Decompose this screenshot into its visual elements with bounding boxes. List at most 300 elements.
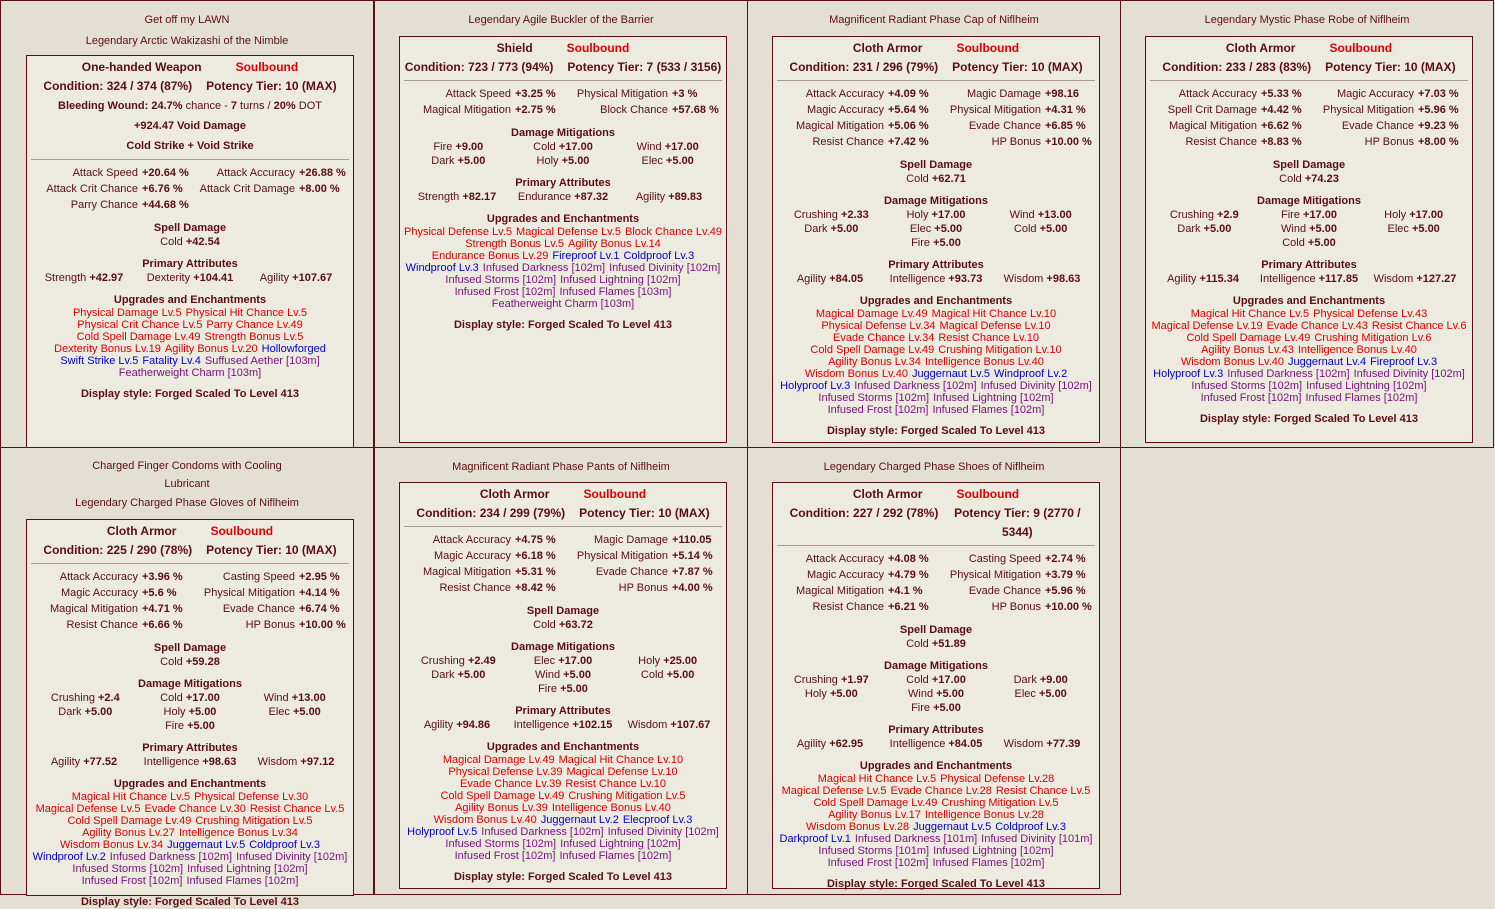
attributes-grid: [777, 737, 1095, 751]
mitigation-entry: [1152, 208, 1257, 222]
mitigation-label: Cold: [1282, 237, 1308, 249]
effect-part-v1: 24.7%: [151, 100, 183, 112]
upgrade-entry: Parry Chance Lv.49: [206, 319, 303, 331]
attribute-entry: [510, 190, 616, 204]
attribute-value: +115.34: [1199, 273, 1239, 285]
stat-value: +2.75 %: [515, 104, 556, 116]
stat-label: Magic Accuracy: [433, 550, 511, 562]
mitigation-label: Elec: [533, 655, 559, 667]
upgrade-entry: Coldproof Lv.3: [623, 250, 695, 262]
mitigation-label: Elec: [909, 223, 935, 235]
upgrade-entry: Agility Bonus Lv.17: [828, 809, 921, 821]
effect-part-pre: Bleeding Wound:: [58, 100, 152, 112]
attributes-heading: Primary Attributes: [142, 258, 238, 270]
mitigations-grid: [33, 691, 347, 733]
stat-label: Physical Mitigation: [949, 104, 1041, 116]
mitigation-label: Holy: [906, 209, 932, 221]
upgrade-entry: Physical Crit Chance Lv.5: [77, 319, 203, 331]
spell-damage-label: Cold: [1279, 173, 1305, 185]
attribute-entry: [137, 755, 243, 769]
upgrade-entry: Windproof Lv.2: [994, 368, 1068, 380]
mitigation-label: Dark: [58, 706, 85, 718]
attributes-heading: Primary Attributes: [888, 259, 984, 271]
upgrade-entry: Infused Flames [102m]: [1305, 392, 1418, 404]
attribute-label: Agility: [423, 719, 457, 731]
upgrade-row: [29, 851, 351, 863]
upgrade-entry: Infused Flames [102m]: [932, 857, 1045, 869]
upgrade-row: [402, 298, 724, 310]
attribute-value: +117.85: [1318, 273, 1359, 285]
upgrade-row: [402, 838, 724, 850]
mitigation-entry: [779, 208, 884, 222]
upgrade-row: [1148, 332, 1470, 344]
item-custom-name: Charged Finger Condoms with Cooling Lubricant: [92, 460, 282, 490]
mitigation-label: Cold: [640, 669, 667, 681]
upgrade-entry: Infused Storms [102m]: [445, 838, 557, 850]
attributes-grid: [31, 271, 349, 285]
potency-value: Potency Tier: 10 (MAX): [952, 60, 1083, 74]
stat-label: Evade Chance: [968, 120, 1041, 132]
mitigation-entry: [884, 208, 989, 222]
stat-label: Physical Mitigation: [576, 550, 668, 562]
upgrade-row: [775, 344, 1097, 356]
mitigation-value: +25.00: [663, 655, 698, 667]
upgrade-entry: Agility Bonus Lv.34: [828, 356, 921, 368]
upgrade-entry: Wisdom Bonus Lv.40: [1180, 356, 1284, 368]
spell-damage-value: +59.28: [185, 656, 220, 668]
mitigations-grid: [1152, 208, 1466, 250]
upgrade-entry: Crushing Mitigation Lv.10: [938, 344, 1062, 356]
upgrade-entry: Darkproof Lv.1: [779, 833, 851, 845]
upgrade-entry: Infused Lightning [102m]: [187, 863, 308, 875]
attribute-label: Agility: [1167, 273, 1200, 285]
upgrade-entry: Crushing Mitigation Lv.5: [568, 790, 686, 802]
item-card: [399, 36, 727, 443]
mitigation-entry: [884, 222, 989, 236]
mitigations-heading: Damage Mitigations: [138, 678, 242, 690]
spell-damage-heading: Spell Damage: [153, 222, 227, 234]
attribute-value: +77.52: [83, 756, 118, 768]
spell-damage-value: +63.72: [558, 619, 593, 631]
upgrade-entry: Suffused Aether [103m]: [204, 355, 320, 367]
mitigation-entry: [779, 222, 884, 236]
upgrade-entry: Juggernaut Lv.5: [913, 821, 992, 833]
upgrade-row: [1148, 344, 1470, 356]
stat-value: +5.6 %: [142, 587, 177, 599]
item-title-block: [748, 448, 1120, 478]
item-type: Shield: [496, 41, 533, 55]
item-card: [772, 482, 1100, 889]
mitigation-entry: [884, 673, 989, 687]
stat-label: Attack Speed: [72, 167, 138, 179]
attributes-heading: Primary Attributes: [888, 724, 984, 736]
mitigation-label: Fire: [911, 237, 934, 249]
attribute-value: +77.39: [1046, 738, 1081, 750]
attribute-value: +42.97: [89, 272, 124, 284]
mitigation-value: +5.00: [563, 669, 591, 681]
soulbound-label: Soulbound: [956, 41, 1020, 55]
separator: [31, 563, 349, 564]
attributes-grid: [404, 190, 722, 204]
upgrades-list: [402, 226, 724, 310]
separator: [404, 526, 722, 527]
upgrade-row: [402, 274, 724, 286]
upgrade-entry: Infused Lightning [102m]: [560, 274, 681, 286]
mitigation-entry: [1257, 222, 1362, 236]
effect-part-mid: chance -: [182, 100, 231, 112]
upgrade-row: [402, 826, 724, 838]
mitigation-label: Cold: [533, 141, 559, 153]
upgrade-entry: Strength Bonus Lv.5: [465, 238, 565, 250]
weapon-effect-line: [27, 96, 353, 116]
mitigation-label: Crushing: [793, 674, 841, 686]
item-name: Legendary Arctic Wakizashi of the Nimble: [85, 35, 289, 47]
mitigations-grid: [406, 654, 720, 696]
item-cell-2: [374, 0, 748, 448]
attribute-entry: [243, 271, 349, 285]
stat-label: Attack Crit Chance: [46, 183, 138, 195]
upgrade-entry: Intelligence Bonus Lv.28: [924, 809, 1044, 821]
upgrade-entry: Infused Storms [102m]: [1191, 380, 1303, 392]
upgrade-entry: Magical Defense Lv.10: [939, 320, 1051, 332]
stat-value: +6.62 %: [1261, 120, 1302, 132]
attribute-value: +107.67: [670, 719, 711, 731]
upgrade-row: [402, 814, 724, 826]
attribute-entry: [616, 718, 722, 732]
item-header: [773, 483, 1099, 504]
mitigation-entry: [406, 668, 511, 682]
attributes-grid: [404, 718, 722, 732]
item-cell-7: [747, 447, 1121, 895]
upgrade-entry: Infused Lightning [102m]: [933, 845, 1054, 857]
attribute-label: Intelligence: [889, 273, 949, 285]
mitigation-value: +5.00: [188, 706, 217, 718]
stat-label: Attack Accuracy: [59, 571, 138, 583]
upgrade-entry: Magical Hit Chance Lv.5: [1190, 308, 1310, 320]
mitigation-value: +5.00: [1411, 223, 1440, 235]
mitigation-entry: [511, 654, 616, 668]
upgrade-row: [775, 773, 1097, 785]
mitigation-value: +5.00: [665, 155, 694, 167]
mitigation-entry: [779, 687, 884, 701]
mitigation-entry: [138, 719, 243, 733]
soulbound-label: Soulbound: [583, 487, 647, 501]
mitigation-value: +17.00: [558, 141, 593, 153]
upgrade-entry: Resist Chance Lv.5: [995, 785, 1091, 797]
item-type: Cloth Armor: [852, 487, 923, 501]
stat-value: +7.42 %: [888, 136, 929, 148]
mitigation-entry: [511, 682, 616, 696]
potency-value: Potency Tier: 10 (MAX): [1325, 60, 1456, 74]
attribute-label: Endurance: [517, 191, 575, 203]
mitigation-label: Cold: [160, 692, 186, 704]
spell-damage-row: [27, 655, 353, 669]
mitigation-value: +5.00: [829, 688, 858, 700]
stat-label: Spell Crit Damage: [1167, 104, 1257, 116]
upgrade-entry: Magical Hit Chance Lv.5: [71, 791, 191, 803]
attributes-heading: Primary Attributes: [142, 742, 238, 754]
stat-value: +4.79 %: [888, 569, 929, 581]
item-header: [400, 483, 726, 504]
mitigation-value: +9.00: [1039, 674, 1068, 686]
mitigation-label: Dark: [1177, 223, 1204, 235]
mitigation-label: Elec: [268, 706, 293, 718]
spell-damage-value: +42.54: [185, 236, 220, 248]
upgrades-heading: Upgrades and Enchantments: [113, 294, 267, 306]
upgrade-entry: Featherweight Charm [103m]: [491, 298, 635, 310]
item-name: Magnificent Radiant Phase Pants of Niflheim: [452, 461, 670, 473]
upgrade-row: [775, 845, 1097, 857]
effect-part-v2: 7: [230, 100, 237, 112]
upgrade-row: [775, 392, 1097, 404]
item-name: Legendary Mystic Phase Robe of Niflheim: [1204, 14, 1410, 26]
stat-value: +6.74 %: [299, 603, 340, 615]
upgrade-entry: Magical Defense Lv.5: [516, 226, 621, 238]
upgrade-entry: Juggernaut Lv.5: [911, 368, 991, 380]
upgrade-entry: Crushing Mitigation Lv.5: [195, 815, 313, 827]
mitigation-value: +2.49: [467, 655, 496, 667]
upgrade-entry: Intelligence Bonus Lv.40: [551, 802, 671, 814]
attribute-label: Intelligence: [143, 756, 203, 768]
upgrade-entry: Cold Spell Damage Lv.49: [813, 797, 938, 809]
attribute-value: +62.95: [829, 738, 864, 750]
stat-value: +7.87 %: [672, 566, 713, 578]
upgrade-entry: Wisdom Bonus Lv.34: [60, 839, 164, 851]
effect-part-mid2: turns /: [236, 100, 274, 112]
attributes-grid: [1150, 272, 1468, 286]
upgrade-entry: Fatality Lv.4: [142, 355, 201, 367]
spell-damage-row: [773, 172, 1099, 186]
item-name: Legendary Charged Phase Shoes of Niflheim: [823, 461, 1045, 473]
attribute-value: +82.17: [462, 191, 497, 203]
upgrade-entry: Physical Defense Lv.34: [821, 320, 936, 332]
upgrade-row: [402, 226, 724, 238]
item-header: [773, 37, 1099, 58]
stat-label: Magic Accuracy: [1336, 88, 1414, 100]
mitigation-label: Crushing: [793, 209, 841, 221]
potency-value: Potency Tier: 7 (533 / 3156): [567, 60, 722, 74]
upgrade-row: [1148, 356, 1470, 368]
item-header: [27, 56, 353, 77]
attribute-value: +89.83: [668, 191, 703, 203]
condition-row: [773, 504, 1099, 542]
upgrades-list: [29, 791, 351, 887]
condition-value: Condition: 225 / 290 (78%): [43, 543, 193, 557]
mitigation-label: Dark: [431, 155, 458, 167]
item-header: [400, 37, 726, 58]
mitigation-value: +5.00: [933, 702, 961, 714]
mitigation-entry: [615, 154, 720, 168]
upgrade-entry: Infused Divinity [102m]: [609, 262, 721, 274]
mitigation-label: Holy: [1384, 209, 1410, 221]
spell-damage-row: [27, 235, 353, 249]
upgrade-entry: Infused Lightning [102m]: [560, 838, 681, 850]
item-cell-6: [374, 447, 748, 895]
upgrade-entry: Resist Chance Lv.10: [938, 332, 1039, 344]
mitigation-label: Wind: [263, 692, 292, 704]
stat-value: +6.76 %: [142, 183, 183, 195]
mitigations-heading: Damage Mitigations: [1257, 195, 1361, 207]
attribute-entry: [137, 271, 243, 285]
upgrade-entry: Physical Damage Lv.5: [72, 307, 182, 319]
upgrade-entry: Magical Hit Chance Lv.10: [931, 308, 1057, 320]
mitigation-value: +9.00: [455, 141, 484, 153]
upgrade-entry: Evade Chance Lv.34: [833, 332, 935, 344]
upgrade-entry: Crushing Mitigation Lv.5: [941, 797, 1059, 809]
item-type: Cloth Armor: [106, 524, 177, 538]
stat-value: +6.21 %: [888, 601, 929, 613]
stat-label: Attack Accuracy: [1178, 88, 1257, 100]
attribute-label: Wisdom: [257, 756, 301, 768]
stat-value: +2.74 %: [1045, 553, 1086, 565]
mitigations-grid: [406, 140, 720, 168]
item-card: [26, 55, 354, 449]
attribute-label: Wisdom: [1373, 273, 1417, 285]
upgrade-entry: Wisdom Bonus Lv.40: [433, 814, 537, 826]
stat-value: +5.96 %: [1045, 585, 1086, 597]
mitigation-label: Cold: [1013, 223, 1040, 235]
upgrade-row: [775, 857, 1097, 869]
effect-part-v3: 20%: [273, 100, 296, 112]
stats-grid: [33, 165, 347, 213]
upgrade-row: [1148, 380, 1470, 392]
stat-value: +6.66 %: [142, 619, 183, 631]
upgrade-row: [775, 797, 1097, 809]
stat-label: Physical Mitigation: [1322, 104, 1414, 116]
mitigation-entry: [1257, 208, 1362, 222]
mitigation-entry: [884, 701, 989, 715]
potency-value: Potency Tier: 10 (MAX): [579, 506, 710, 520]
upgrade-entry: Magical Defense Lv.10: [566, 766, 678, 778]
item-header: [1146, 37, 1472, 58]
mitigation-label: Cold: [906, 674, 932, 686]
stat-label: Magical Mitigation: [795, 120, 884, 132]
upgrade-entry: Resist Chance Lv.6: [1371, 320, 1467, 332]
attribute-value: +98.63: [202, 756, 237, 768]
spell-damage-row: [400, 618, 726, 632]
attribute-value: +87.32: [574, 191, 609, 203]
upgrades-heading: Upgrades and Enchantments: [859, 760, 1013, 772]
mitigation-value: +5.00: [1307, 237, 1336, 249]
mitigation-value: +5.00: [292, 706, 321, 718]
upgrade-entry: Magical Defense Lv.5: [781, 785, 887, 797]
upgrades-list: [402, 754, 724, 862]
mitigation-entry: [1152, 236, 1257, 250]
stat-label: HP Bonus: [991, 136, 1041, 148]
attribute-label: Strength: [417, 191, 463, 203]
upgrade-row: [775, 368, 1097, 380]
weapon-effect-line: Cold Strike + Void Strike: [126, 140, 254, 152]
upgrade-entry: Magical Damage Lv.49: [442, 754, 555, 766]
mitigation-entry: [988, 222, 1093, 236]
upgrade-entry: Agility Bonus Lv.20: [164, 343, 258, 355]
mitigation-label: Fire: [911, 702, 934, 714]
stat-label: Block Chance: [600, 104, 668, 116]
upgrade-entry: Magical Hit Chance Lv.10: [558, 754, 684, 766]
upgrade-entry: Infused Darkness [102m]: [1227, 368, 1350, 380]
upgrades-heading: Upgrades and Enchantments: [859, 295, 1013, 307]
upgrade-entry: Agility Bonus Lv.14: [568, 238, 661, 250]
condition-row: [1146, 58, 1472, 77]
item-title-block: [375, 448, 747, 478]
display-style: Display style: Forged Scaled To Level 413: [80, 896, 300, 908]
upgrade-row: [775, 809, 1097, 821]
mitigations-heading: Damage Mitigations: [884, 660, 988, 672]
upgrade-row: [1148, 308, 1470, 320]
mitigation-entry: [138, 691, 243, 705]
mitigation-label: Wind: [535, 669, 564, 681]
item-type: Cloth Armor: [852, 41, 923, 55]
item-title-block: [1, 1, 373, 52]
mitigation-value: +17.00: [931, 209, 966, 221]
soulbound-label: Soulbound: [956, 487, 1020, 501]
upgrade-entry: Evade Chance Lv.28: [890, 785, 992, 797]
upgrade-entry: Infused Flames [102m]: [186, 875, 299, 887]
upgrade-row: [775, 320, 1097, 332]
upgrade-row: [29, 355, 351, 367]
mitigation-value: +17.00: [931, 674, 966, 686]
attribute-label: Intelligence: [1259, 273, 1319, 285]
stat-value: +10.00 %: [299, 619, 346, 631]
mitigation-entry: [988, 687, 1093, 701]
upgrade-row: [402, 754, 724, 766]
stats-grid: [406, 86, 720, 118]
stat-value: +3.25 %: [515, 88, 556, 100]
mitigation-label: Holy: [163, 706, 189, 718]
attribute-label: Intelligence: [513, 719, 573, 731]
stat-label: Attack Accuracy: [432, 534, 511, 546]
attribute-value: +97.12: [300, 756, 335, 768]
upgrade-entry: Resist Chance Lv.10: [565, 778, 666, 790]
upgrade-row: [775, 380, 1097, 392]
attribute-entry: [404, 190, 510, 204]
stat-label: Casting Speed: [968, 553, 1041, 565]
mitigation-entry: [406, 140, 511, 154]
stat-value: +5.64 %: [888, 104, 929, 116]
stat-value: +6.18 %: [515, 550, 556, 562]
upgrade-row: [29, 815, 351, 827]
upgrade-row: [1148, 320, 1470, 332]
stat-value: +9.23 %: [1418, 120, 1459, 132]
item-title-block: [1121, 1, 1493, 31]
potency-value: Potency Tier: 10 (MAX): [206, 543, 337, 557]
attributes-heading: Primary Attributes: [515, 705, 611, 717]
upgrade-row: [402, 766, 724, 778]
stat-value: +4.31 %: [1045, 104, 1086, 116]
upgrade-entry: Intelligence Bonus Lv.40: [924, 356, 1044, 368]
upgrade-entry: Infused Frost [102m]: [454, 850, 556, 862]
display-style: Display style: Forged Scaled To Level 413: [80, 388, 300, 400]
stats-grid: [779, 551, 1093, 615]
attribute-label: Wisdom: [627, 719, 671, 731]
mitigation-label: Wind: [1009, 209, 1038, 221]
upgrades-list: [29, 307, 351, 379]
mitigation-label: Holy: [536, 155, 562, 167]
stat-value: +4.14 %: [299, 587, 340, 599]
mitigation-value: +5.00: [933, 237, 961, 249]
separator: [777, 80, 1095, 81]
mitigation-label: Fire: [538, 683, 561, 695]
attribute-entry: [243, 755, 349, 769]
mitigation-label: Fire: [433, 141, 456, 153]
stat-label: Resist Chance: [1185, 136, 1257, 148]
spell-damage-label: Cold: [906, 173, 932, 185]
upgrade-entry: Infused Flames [103m]: [559, 286, 672, 298]
stat-label: Resist Chance: [812, 136, 884, 148]
mitigation-entry: [33, 705, 138, 719]
stat-value: +6.85 %: [1045, 120, 1086, 132]
attribute-entry: [1256, 272, 1362, 286]
